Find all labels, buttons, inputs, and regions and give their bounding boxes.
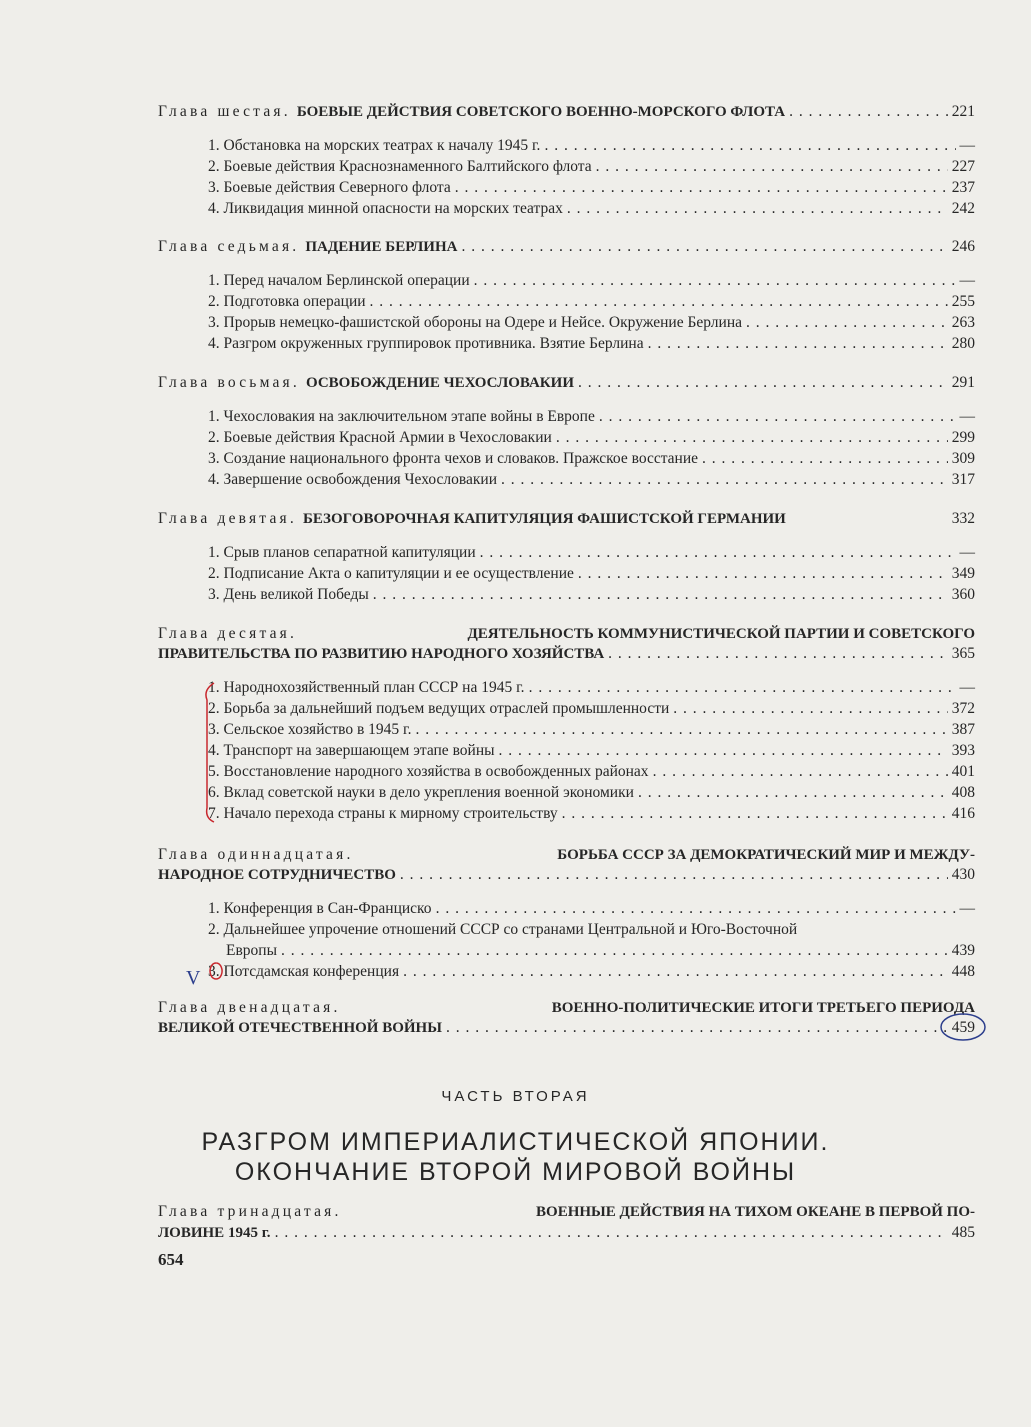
chapter-title: ЛОВИНЕ 1945 г. <box>158 1225 271 1241</box>
section-entry <box>158 200 975 221</box>
section-entry <box>158 408 975 429</box>
chapter-heading-line <box>158 510 975 530</box>
chapter-prefix: Глава восьмая. <box>158 374 300 391</box>
section-entry <box>158 137 975 158</box>
dot-leader <box>373 586 948 604</box>
section-entry <box>158 272 975 293</box>
section-entry <box>158 335 975 356</box>
section-title: 3. Создание национального фронта чехов и словаков. Пражское восстание <box>208 450 699 467</box>
section-page: 317 <box>951 471 975 488</box>
section-page: 280 <box>951 335 975 352</box>
section-title: 3. День великой Победы <box>208 586 369 603</box>
section-page: 263 <box>951 314 975 331</box>
section-title: 1. Обстановка на морских театрах к началу 1945 г. <box>208 137 541 154</box>
chapter-title: ВОЕННО-ПОЛИТИЧЕСКИЕ ИТОГИ ТРЕТЬЕГО ПЕРИОДА <box>551 1000 975 1016</box>
chapter-heading-line <box>158 999 975 1019</box>
section-page: — <box>959 272 975 289</box>
chapter-title: ВЕЛИКОЙ ОТЕЧЕСТВЕННОЙ ВОЙНЫ <box>158 1020 442 1036</box>
dot-leader <box>578 374 948 392</box>
section-title: 1. Народнохозяйственный план СССР на 1945 г. <box>208 679 525 696</box>
dot-leader <box>403 963 948 981</box>
chapter-entry <box>158 374 975 492</box>
section-title: 4. Завершение освобождения Чехословакии <box>208 471 497 488</box>
part-label: ЧАСТЬ ВТОРАЯ <box>441 1088 590 1105</box>
section-title: 4. Транспорт на завершающем этапе войны <box>208 742 495 759</box>
section-entry <box>158 293 975 314</box>
section-page: 439 <box>951 942 975 959</box>
section-entry <box>158 471 975 492</box>
chapter-prefix: Глава одиннадцатая. <box>158 846 354 863</box>
section-page: 360 <box>951 586 975 603</box>
dot-leader <box>436 900 956 918</box>
chapter-title: ДЕЯТЕЛЬНОСТЬ КОММУНИСТИЧЕСКОЙ ПАРТИИ И СОВЕТСКОГО <box>467 626 975 642</box>
section-title: 2. Боевые действия Красной Армии в Чехословакии <box>208 429 552 446</box>
section-page: 387 <box>951 721 975 738</box>
chapter-page: 430 <box>951 866 975 883</box>
section-title: 2. Подготовка операции <box>208 293 366 310</box>
section-title: 3. Сельское хозяйство в 1945 г. <box>208 721 412 738</box>
section-title: 2. Борьба за дальнейший подъем ведущих отраслей промышленности <box>208 700 670 717</box>
section-title: 1. Перед началом Берлинской операции <box>208 272 470 289</box>
dot-leader <box>567 200 948 218</box>
dot-leader <box>446 1019 948 1037</box>
chapter-prefix: Глава двенадцатая. <box>158 999 341 1016</box>
chapter-heading <box>158 238 975 258</box>
chapter-heading-line <box>158 238 975 258</box>
chapter-prefix: Глава девятая. <box>158 510 297 527</box>
section-entry <box>158 763 975 784</box>
chapter-heading <box>158 103 975 123</box>
section-title: Европы <box>226 942 277 959</box>
section-entry <box>158 805 975 826</box>
chapter-heading <box>158 846 975 886</box>
dot-leader <box>461 238 947 256</box>
dot-leader <box>400 866 948 884</box>
section-title: 5. Восстановление народного хозяйства в освобожденных районах <box>208 763 649 780</box>
dot-leader <box>596 158 948 176</box>
chapter-title: ПРАВИТЕЛЬСТВА ПО РАЗВИТИЮ НАРОДНОГО ХОЗЯЙСТВА <box>158 646 605 662</box>
chapter-13 <box>158 1203 975 1245</box>
chapter-page: 332 <box>951 510 975 527</box>
dot-leader <box>562 805 948 823</box>
chapter-entry <box>158 510 975 607</box>
chapter-heading <box>158 999 975 1039</box>
section-title: 1. Чехословакия на заключительном этапе войны в Европе <box>208 408 595 425</box>
dot-leader <box>529 679 956 697</box>
dot-leader <box>281 942 948 960</box>
chapter-page: 485 <box>951 1224 975 1241</box>
chapter-heading <box>158 625 975 665</box>
dot-leader <box>608 645 948 663</box>
section-title: 2. Подписание Акта о капитуляции и ее осуществление <box>208 565 574 582</box>
section-title: 4. Разгром окруженных группировок противника. Взятие Берлина <box>208 335 644 352</box>
dot-leader <box>789 103 948 121</box>
part-title-line: РАЗГРОМ ИМПЕРИАЛИСТИЧЕСКОЙ ЯПОНИИ. <box>201 1128 830 1156</box>
chapter-page: 365 <box>951 645 975 662</box>
section-entry <box>158 942 975 963</box>
section-page: — <box>959 679 975 696</box>
chapter-entry <box>158 103 975 221</box>
section-entry <box>158 721 975 742</box>
chapter-heading-line <box>158 846 975 866</box>
section-page: 255 <box>951 293 975 310</box>
chapter-title: ОСВОБОЖДЕНИЕ ЧЕХОСЛОВАКИИ <box>305 375 575 391</box>
section-entry <box>158 429 975 450</box>
dot-leader <box>474 272 956 290</box>
section-page: 349 <box>951 565 975 582</box>
section-page: 309 <box>951 450 975 467</box>
section-entry <box>158 742 975 763</box>
section-entry <box>158 158 975 179</box>
section-page: 416 <box>951 805 975 822</box>
chapter-prefix: Глава тринадцатая. <box>158 1203 342 1220</box>
section-page: 408 <box>951 784 975 801</box>
section-title: 3. Боевые действия Северного флота <box>208 179 451 196</box>
section-title: 6. Вклад советской науки в дело укрепления военной экономики <box>208 784 634 801</box>
chapter-title: ПАДЕНИЕ БЕРЛИНА <box>305 239 458 255</box>
chapter-page: 246 <box>951 238 975 255</box>
chapter-page: 291 <box>951 374 975 391</box>
section-page: 299 <box>951 429 975 446</box>
section-entry <box>158 900 975 921</box>
section-entry <box>158 179 975 200</box>
chapter-heading-line <box>158 1224 975 1245</box>
section-entry <box>158 700 975 721</box>
dot-leader <box>556 429 948 447</box>
dot-leader <box>746 314 948 332</box>
dot-leader <box>455 179 948 197</box>
chapter-heading-line <box>158 645 975 665</box>
dot-leader <box>416 721 948 739</box>
section-entry <box>158 784 975 805</box>
chapter-entry <box>158 238 975 356</box>
section-title: 3. Прорыв немецко-фашистской обороны на Одере и Нейсе. Окружение Берлина <box>208 314 742 331</box>
section-page: — <box>959 544 975 561</box>
section-page: — <box>959 900 975 917</box>
section-entry <box>158 679 975 700</box>
part-title-line: ОКОНЧАНИЕ ВТОРОЙ МИРОВОЙ ВОЙНЫ <box>234 1158 797 1186</box>
page-number: 654 <box>158 1250 184 1269</box>
section-title: 1. Конференция в Сан-Франциско <box>208 900 432 917</box>
chapter-heading-line <box>158 103 975 123</box>
section-page: 401 <box>951 763 975 780</box>
section-title: 2. Дальнейшее упрочение отношений СССР со странами Центральной и Юго-Восточной <box>208 921 798 938</box>
section-page: — <box>959 137 975 154</box>
dot-leader <box>501 471 948 489</box>
dot-leader <box>702 450 948 468</box>
chapter-heading-line <box>158 625 975 645</box>
section-title: 3. Потсдамская конференция <box>208 963 400 980</box>
section-entry <box>158 565 975 586</box>
dot-leader <box>638 784 948 802</box>
dot-leader <box>499 742 948 760</box>
chapter-page: 221 <box>951 103 975 120</box>
chapter-title: НАРОДНОЕ СОТРУДНИЧЕСТВО <box>158 867 396 883</box>
section-entry <box>158 544 975 565</box>
section-entry <box>158 450 975 471</box>
chapter-heading-line <box>158 1203 975 1224</box>
section-entry <box>158 921 975 942</box>
dot-leader <box>544 137 955 155</box>
chapter-heading-line <box>158 1019 975 1039</box>
dot-leader <box>653 763 948 781</box>
dot-leader <box>578 565 948 583</box>
chapter-heading <box>158 510 975 530</box>
chapter-prefix: Глава шестая. <box>158 103 291 120</box>
section-page: — <box>959 408 975 425</box>
chapter-prefix: Глава седьмая. <box>158 238 300 255</box>
section-page: 393 <box>951 742 975 759</box>
section-title: 2. Боевые действия Краснознаменного Балтийского флота <box>208 158 592 175</box>
section-entry <box>158 963 975 984</box>
section-page: 372 <box>951 700 975 717</box>
part-title <box>0 1127 1031 1187</box>
section-page: 448 <box>951 963 975 980</box>
section-title: 4. Ликвидация минной опасности на морских театрах <box>208 200 563 217</box>
chapter-heading <box>158 374 975 394</box>
section-page: 242 <box>951 200 975 217</box>
section-page: 237 <box>951 179 975 196</box>
check-mark-icon: V <box>186 967 201 989</box>
section-page: 227 <box>951 158 975 175</box>
chapter-heading-line <box>158 866 975 886</box>
chapter-entry <box>158 999 975 1053</box>
chapter-prefix: Глава десятая. <box>158 625 298 642</box>
dot-leader <box>599 408 956 426</box>
dot-leader <box>673 700 947 718</box>
chapter-page: 459 <box>951 1019 975 1036</box>
chapter-title: БОЕВЫЕ ДЕЙСТВИЯ СОВЕТСКОГО ВОЕННО-МОРСКОГО ФЛОТА <box>296 104 786 120</box>
section-entry <box>158 586 975 607</box>
section-entry <box>158 314 975 335</box>
section-title: 7. Начало перехода страны к мирному строительству <box>208 805 558 822</box>
chapter-title: БОРЬБА СССР ЗА ДЕМОКРАТИЧЕСКИЙ МИР И МЕЖДУ- <box>557 847 975 863</box>
chapter-title: ВОЕННЫЕ ДЕЙСТВИЯ НА ТИХОМ ОКЕАНЕ В ПЕРВОЙ ПО- <box>536 1204 975 1220</box>
dot-leader <box>275 1224 948 1242</box>
chapter-entry <box>158 625 975 826</box>
dot-leader <box>480 544 956 562</box>
section-title: 1. Срыв планов сепаратной капитуляции <box>208 544 476 561</box>
dot-leader <box>648 335 948 353</box>
dot-leader <box>370 293 948 311</box>
chapter-title: БЕЗОГОВОРОЧНАЯ КАПИТУЛЯЦИЯ ФАШИСТСКОЙ ГЕРМАНИИ <box>302 511 786 527</box>
chapter-entry <box>158 846 975 984</box>
chapter-heading-line <box>158 374 975 394</box>
